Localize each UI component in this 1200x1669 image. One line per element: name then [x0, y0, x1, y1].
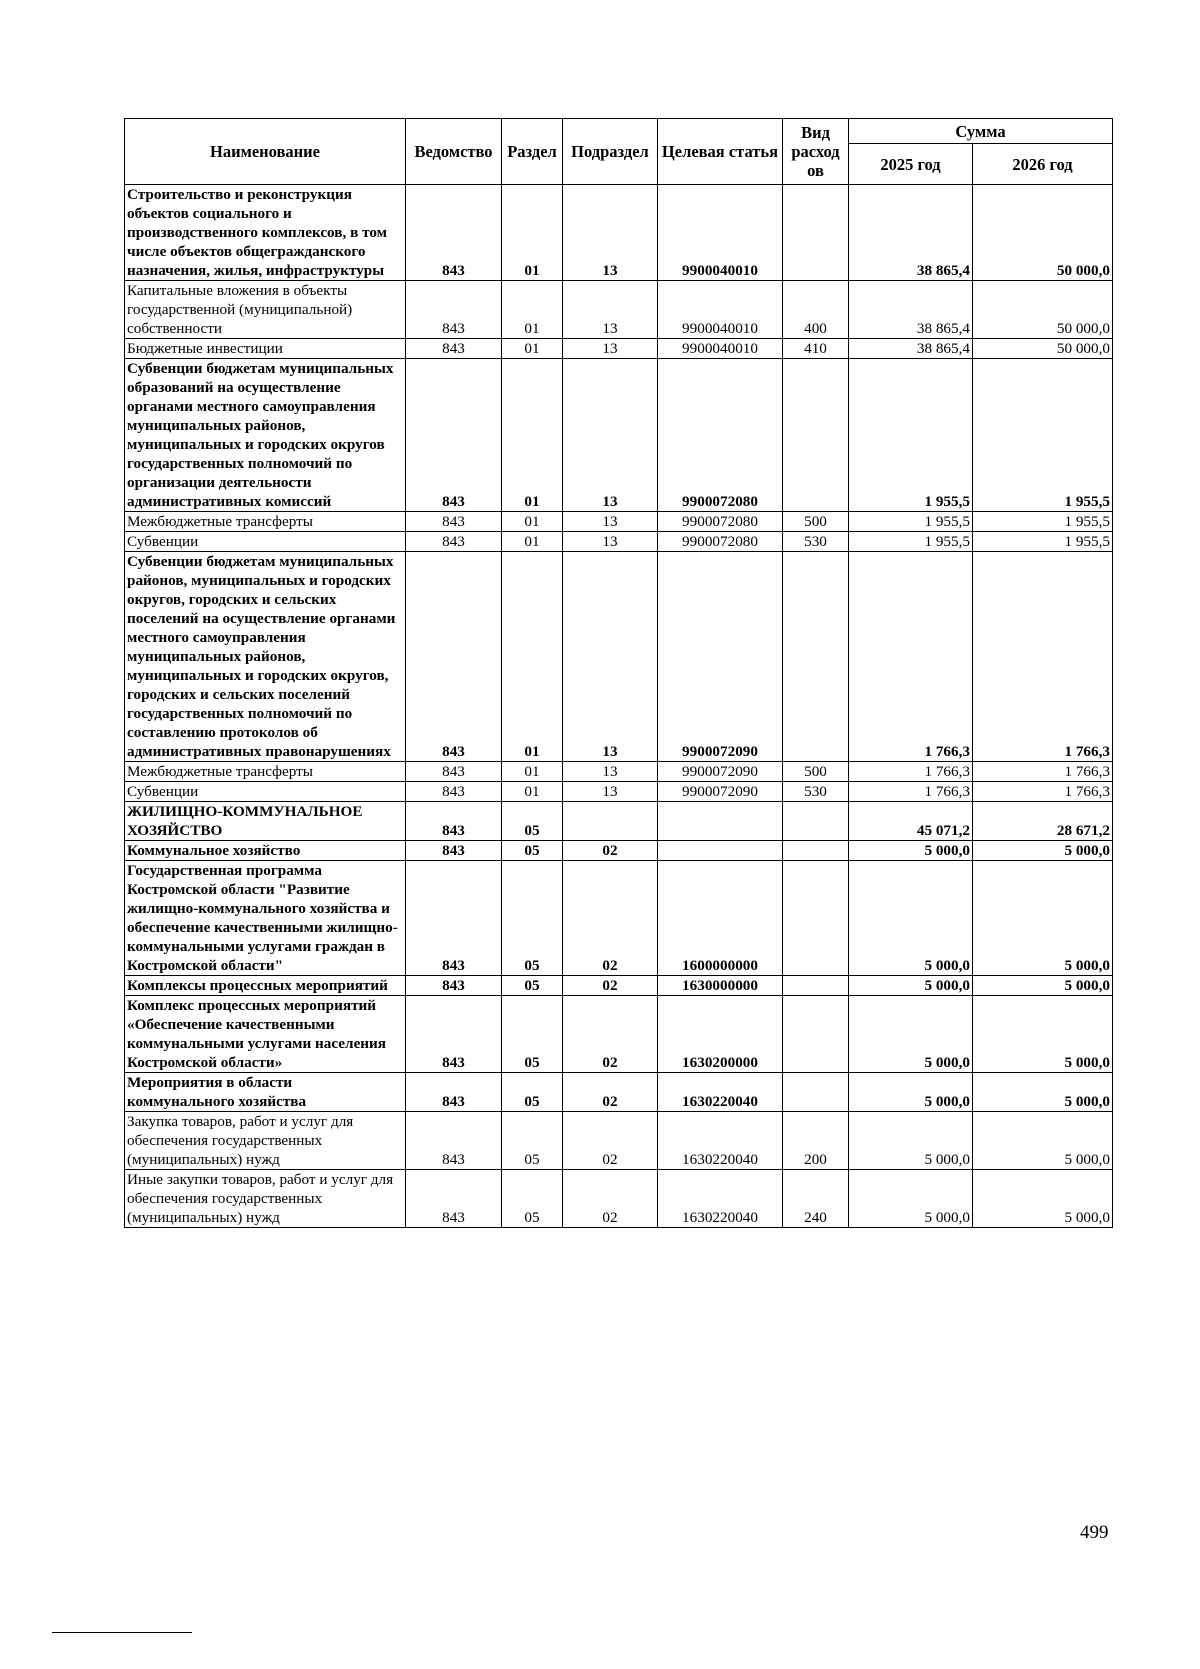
row-2026-cell: 50 000,0 [973, 185, 1113, 281]
row-2025-cell: 5 000,0 [849, 861, 973, 976]
header-section: Раздел [502, 119, 563, 185]
row-subsection-cell: 02 [563, 841, 658, 861]
row-section-cell: 01 [502, 185, 563, 281]
table-row [125, 996, 1113, 1073]
row-2025-cell: 1 766,3 [849, 552, 973, 762]
row-target-cell: 9900072090 [658, 782, 783, 802]
table-row [125, 512, 1113, 532]
row-2025-cell: 5 000,0 [849, 1073, 973, 1112]
row-target-cell: 9900072090 [658, 762, 783, 782]
table-row [125, 861, 1113, 976]
row-subsection-cell: 13 [563, 185, 658, 281]
row-dept-cell: 843 [406, 861, 502, 976]
header-subsection: Подраздел [563, 119, 658, 185]
table-row [125, 976, 1113, 996]
row-section-cell: 05 [502, 802, 563, 841]
row-2026-cell: 5 000,0 [973, 1170, 1113, 1228]
row-2025-cell: 38 865,4 [849, 185, 973, 281]
row-2026-cell: 50 000,0 [973, 339, 1113, 359]
row-name-cell: Комплексы процессных мероприятий [125, 976, 406, 996]
row-section-cell: 01 [502, 552, 563, 762]
row-subsection-cell: 13 [563, 782, 658, 802]
table-row [125, 1073, 1113, 1112]
row-2026-cell: 1 955,5 [973, 512, 1113, 532]
row-target-cell: 9900072080 [658, 512, 783, 532]
header-year-2026: 2026 год [973, 144, 1113, 185]
row-section-cell: 01 [502, 281, 563, 339]
row-exp-type-cell: 240 [783, 1170, 849, 1228]
row-dept-cell: 843 [406, 532, 502, 552]
table-row [125, 185, 1113, 281]
row-section-cell: 05 [502, 1073, 563, 1112]
row-dept-cell: 843 [406, 339, 502, 359]
row-target-cell [658, 841, 783, 861]
row-name-cell: Межбюджетные трансферты [125, 762, 406, 782]
row-subsection-cell: 13 [563, 512, 658, 532]
row-target-cell: 9900040010 [658, 339, 783, 359]
row-dept-cell: 843 [406, 841, 502, 861]
row-subsection-cell: 13 [563, 532, 658, 552]
row-target-cell: 9900072080 [658, 532, 783, 552]
header-sum: Сумма [849, 119, 1113, 144]
row-exp-type-cell [783, 841, 849, 861]
row-section-cell: 01 [502, 339, 563, 359]
row-target-cell: 1600000000 [658, 861, 783, 976]
row-2026-cell: 50 000,0 [973, 281, 1113, 339]
row-2026-cell: 5 000,0 [973, 841, 1113, 861]
row-2026-cell: 1 955,5 [973, 359, 1113, 512]
row-target-cell: 1630220040 [658, 1073, 783, 1112]
row-exp-type-cell [783, 996, 849, 1073]
row-2025-cell: 5 000,0 [849, 841, 973, 861]
row-name-cell: Закупка товаров, работ и услуг для обеспечения государственных (муниципальных) нужд [125, 1112, 406, 1170]
row-subsection-cell [563, 802, 658, 841]
row-2026-cell: 5 000,0 [973, 1112, 1113, 1170]
table-row [125, 762, 1113, 782]
row-subsection-cell: 02 [563, 996, 658, 1073]
row-subsection-cell: 02 [563, 1073, 658, 1112]
header-exp-type: Вид расход ов [783, 119, 849, 185]
row-2025-cell: 5 000,0 [849, 1112, 973, 1170]
row-2026-cell: 5 000,0 [973, 996, 1113, 1073]
row-2026-cell: 1 955,5 [973, 532, 1113, 552]
table-row [125, 339, 1113, 359]
row-2025-cell: 1 955,5 [849, 359, 973, 512]
row-subsection-cell: 13 [563, 762, 658, 782]
row-dept-cell: 843 [406, 976, 502, 996]
row-2026-cell: 1 766,3 [973, 762, 1113, 782]
row-exp-type-cell [783, 1073, 849, 1112]
row-target-cell: 1630220040 [658, 1112, 783, 1170]
row-2025-cell: 1 955,5 [849, 532, 973, 552]
row-target-cell: 1630200000 [658, 996, 783, 1073]
row-exp-type-cell: 400 [783, 281, 849, 339]
row-name-cell: Строительство и реконструкция объектов социального и производственного комплексов, в том числе объектов общегражданского назначения, жилья, инфраструктуры [125, 185, 406, 281]
table-row [125, 281, 1113, 339]
row-dept-cell: 843 [406, 782, 502, 802]
row-name-cell: Иные закупки товаров, работ и услуг для обеспечения государственных (муниципальных) нужд [125, 1170, 406, 1228]
table-row [125, 359, 1113, 512]
row-exp-type-cell [783, 976, 849, 996]
row-subsection-cell: 13 [563, 281, 658, 339]
row-section-cell: 05 [502, 1112, 563, 1170]
row-subsection-cell: 02 [563, 861, 658, 976]
row-name-cell: Межбюджетные трансферты [125, 512, 406, 532]
row-dept-cell: 843 [406, 512, 502, 532]
table-row [125, 532, 1113, 552]
row-dept-cell: 843 [406, 185, 502, 281]
table-row [125, 1112, 1113, 1170]
row-exp-type-cell [783, 552, 849, 762]
row-target-cell: 1630000000 [658, 976, 783, 996]
row-name-cell: Капитальные вложения в объекты государственной (муниципальной) собственности [125, 281, 406, 339]
row-subsection-cell: 13 [563, 359, 658, 512]
header-dept: Ведомство [406, 119, 502, 185]
table-row [125, 802, 1113, 841]
row-exp-type-cell [783, 185, 849, 281]
row-2025-cell: 1 766,3 [849, 762, 973, 782]
row-exp-type-cell: 410 [783, 339, 849, 359]
table-body [125, 185, 1113, 1228]
header-target: Целевая статья [658, 119, 783, 185]
row-exp-type-cell: 500 [783, 512, 849, 532]
row-section-cell: 01 [502, 762, 563, 782]
row-dept-cell: 843 [406, 281, 502, 339]
row-name-cell: Субвенции бюджетам муниципальных образований на осуществление органами местного самоуправления муниципальных районов, муниципальных и городских округов государственных полномочий по организации деятельности административных комиссий [125, 359, 406, 512]
row-subsection-cell: 13 [563, 339, 658, 359]
page-number: 499 [1080, 1522, 1109, 1543]
row-subsection-cell: 02 [563, 1112, 658, 1170]
row-2025-cell: 1 766,3 [849, 782, 973, 802]
row-dept-cell: 843 [406, 552, 502, 762]
row-dept-cell: 843 [406, 1170, 502, 1228]
row-section-cell: 01 [502, 512, 563, 532]
row-dept-cell: 843 [406, 996, 502, 1073]
row-2026-cell: 28 671,2 [973, 802, 1113, 841]
row-target-cell: 9900040010 [658, 281, 783, 339]
row-dept-cell: 843 [406, 359, 502, 512]
row-target-cell: 9900040010 [658, 185, 783, 281]
row-2025-cell: 5 000,0 [849, 996, 973, 1073]
row-dept-cell: 843 [406, 802, 502, 841]
table-row [125, 552, 1113, 762]
row-section-cell: 05 [502, 1170, 563, 1228]
row-exp-type-cell: 530 [783, 782, 849, 802]
row-2026-cell: 5 000,0 [973, 976, 1113, 996]
row-name-cell: Мероприятия в области коммунального хозяйства [125, 1073, 406, 1112]
row-name-cell: Субвенции [125, 532, 406, 552]
row-dept-cell: 843 [406, 1073, 502, 1112]
row-name-cell: Бюджетные инвестиции [125, 339, 406, 359]
row-2025-cell: 5 000,0 [849, 1170, 973, 1228]
row-dept-cell: 843 [406, 1112, 502, 1170]
row-2026-cell: 1 766,3 [973, 782, 1113, 802]
row-target-cell: 1630220040 [658, 1170, 783, 1228]
row-name-cell: Субвенции бюджетам муниципальных районов, муниципальных и городских округов, городских и сельских поселений на осуществление органами местного самоуправления муниципальных районов, муниципальных и городских округов, городских и сельских поселений государственных полномочий по составлению протоколов об административных правонарушениях [125, 552, 406, 762]
row-2025-cell: 5 000,0 [849, 976, 973, 996]
row-2025-cell: 38 865,4 [849, 339, 973, 359]
budget-table [124, 118, 1113, 1228]
table-row [125, 841, 1113, 861]
row-section-cell: 05 [502, 861, 563, 976]
row-exp-type-cell: 530 [783, 532, 849, 552]
row-section-cell: 05 [502, 841, 563, 861]
row-section-cell: 01 [502, 782, 563, 802]
row-subsection-cell: 02 [563, 1170, 658, 1228]
row-subsection-cell: 13 [563, 552, 658, 762]
row-2025-cell: 38 865,4 [849, 281, 973, 339]
row-2026-cell: 5 000,0 [973, 861, 1113, 976]
row-section-cell: 05 [502, 996, 563, 1073]
row-exp-type-cell [783, 861, 849, 976]
row-section-cell: 01 [502, 532, 563, 552]
table-row [125, 782, 1113, 802]
row-target-cell: 9900072080 [658, 359, 783, 512]
footer-rule [52, 1632, 192, 1633]
row-name-cell: Государственная программа Костромской области "Развитие жилищно-коммунального хозяйства и обеспечение качественными жилищно-коммунальными услугами граждан в Костромской области" [125, 861, 406, 976]
row-subsection-cell: 02 [563, 976, 658, 996]
row-exp-type-cell: 500 [783, 762, 849, 782]
header-name: Наименование [125, 119, 406, 185]
header-year-2025: 2025 год [849, 144, 973, 185]
row-name-cell: Комплекс процессных мероприятий «Обеспечение качественными коммунальными услугами населения Костромской области» [125, 996, 406, 1073]
row-2026-cell: 5 000,0 [973, 1073, 1113, 1112]
row-name-cell: ЖИЛИЩНО-КОММУНАЛЬНОЕ ХОЗЯЙСТВО [125, 802, 406, 841]
row-2026-cell: 1 766,3 [973, 552, 1113, 762]
row-target-cell [658, 802, 783, 841]
row-name-cell: Субвенции [125, 782, 406, 802]
row-dept-cell: 843 [406, 762, 502, 782]
row-exp-type-cell [783, 802, 849, 841]
row-2025-cell: 1 955,5 [849, 512, 973, 532]
row-target-cell: 9900072090 [658, 552, 783, 762]
row-name-cell: Коммунальное хозяйство [125, 841, 406, 861]
row-exp-type-cell: 200 [783, 1112, 849, 1170]
table-row [125, 1170, 1113, 1228]
row-2025-cell: 45 071,2 [849, 802, 973, 841]
row-section-cell: 05 [502, 976, 563, 996]
row-section-cell: 01 [502, 359, 563, 512]
row-exp-type-cell [783, 359, 849, 512]
